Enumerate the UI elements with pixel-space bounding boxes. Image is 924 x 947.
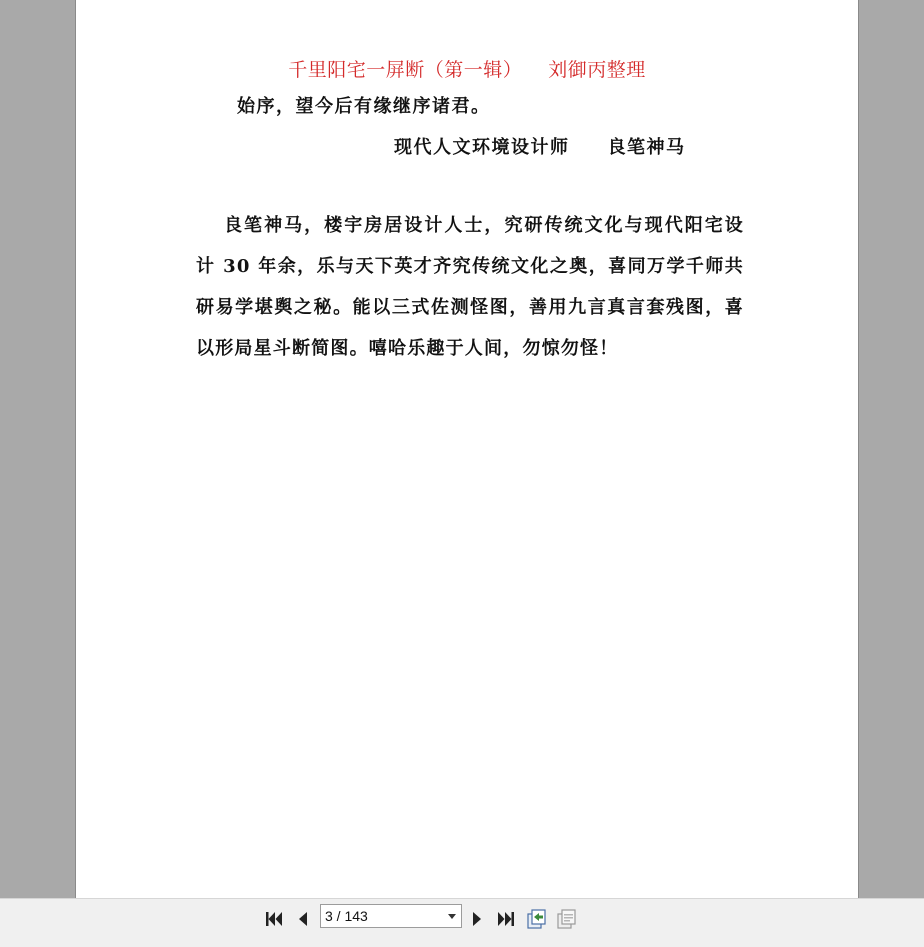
export-page-button[interactable] <box>525 908 547 930</box>
previous-page-icon <box>295 910 311 928</box>
last-page-button[interactable] <box>495 908 517 930</box>
copy-page-button[interactable] <box>555 908 577 930</box>
previous-page-button[interactable] <box>292 908 314 930</box>
navigation-toolbar <box>0 898 924 947</box>
last-page-icon <box>496 910 516 928</box>
next-page-button[interactable] <box>466 908 488 930</box>
header-author: 刘御丙整理 <box>548 59 646 81</box>
page-indicator: 3 / 143 <box>325 908 368 924</box>
text-line: 始序，望今后有缘继序诸君。 <box>237 96 491 117</box>
paragraph-line: 以形局星斗断简图。嘻哈乐趣于人间，勿惊勿怪！ <box>196 338 619 359</box>
first-page-icon <box>264 910 284 928</box>
signature-title: 现代人文环境设计师 <box>394 137 570 158</box>
paragraph-line: 计 30 年余，乐与天下英才齐究传统文化之奥，喜同万学千师共 <box>196 256 744 277</box>
signature-name: 良笔神马 <box>607 137 686 158</box>
first-page-button[interactable] <box>263 908 285 930</box>
copy-page-icon <box>555 908 577 930</box>
signature-line <box>394 133 686 159</box>
next-page-icon <box>469 910 485 928</box>
page-header <box>76 55 858 82</box>
chevron-down-icon <box>448 914 456 919</box>
export-page-icon <box>525 908 547 930</box>
biography-paragraph <box>196 210 744 374</box>
paragraph-line: 良笔神马，楼宇房居设计人士，究研传统文化与现代阳宅设 <box>224 215 744 236</box>
paragraph-line: 研易学堪舆之秘。能以三式佐测怪图，善用九言真言套残图，喜 <box>196 297 744 318</box>
page-number-select[interactable] <box>320 904 462 928</box>
document-page <box>75 0 859 898</box>
header-title: 千里阳宅一屏断（第一辑） <box>288 59 523 81</box>
